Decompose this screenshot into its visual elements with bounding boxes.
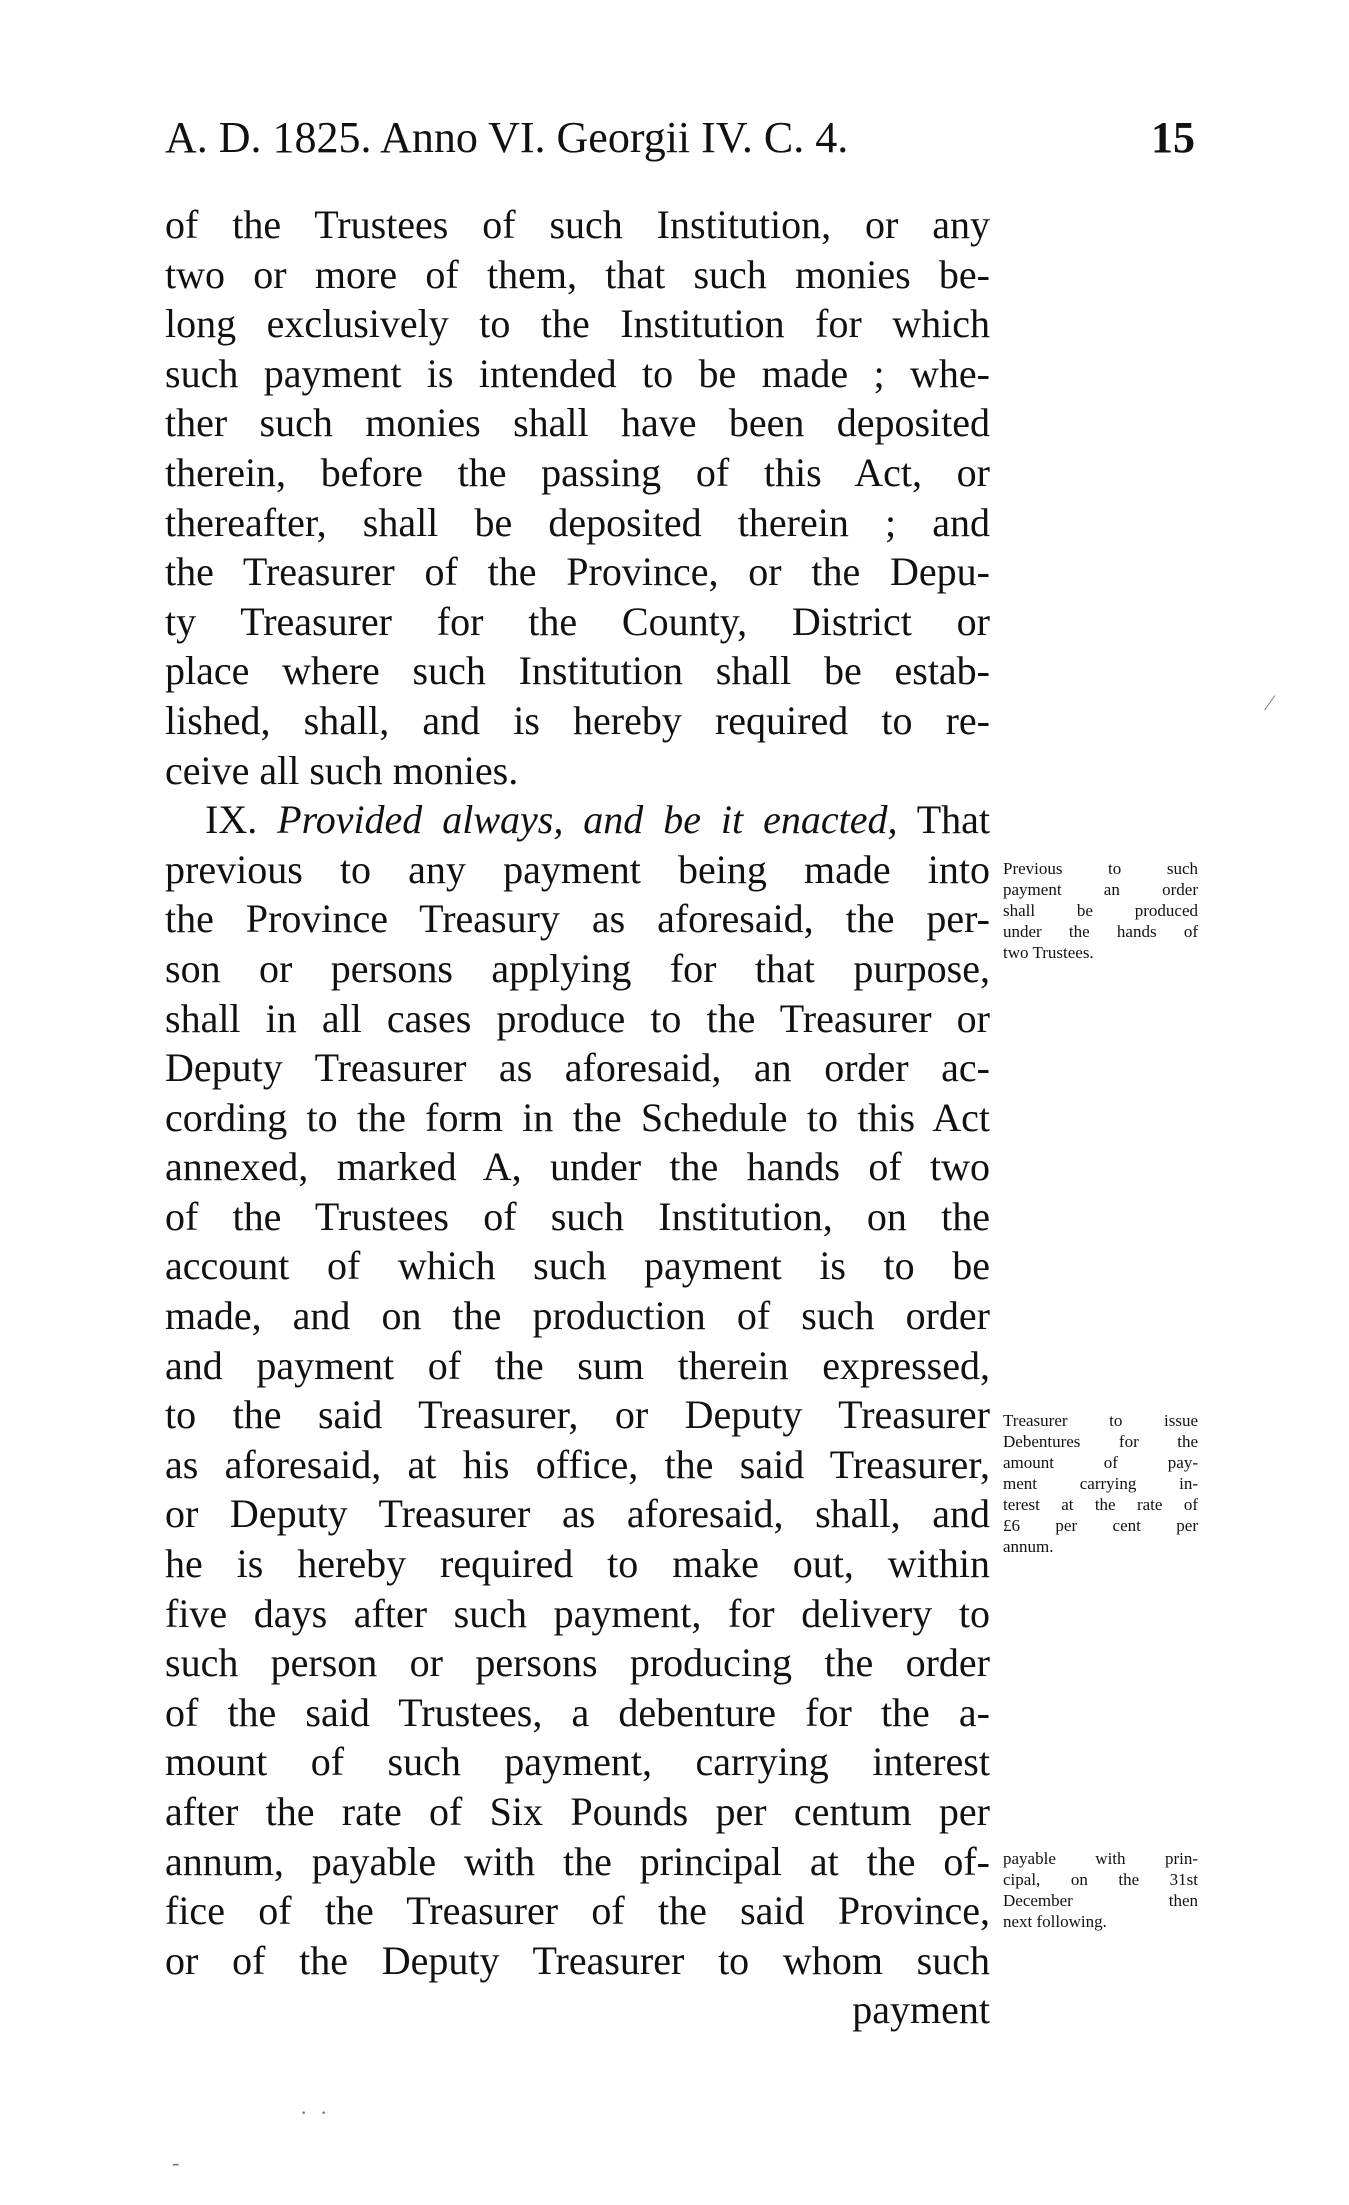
margin-note-line: Previous to such (1003, 859, 1198, 878)
text-line: or Deputy Treasurer as aforesaid, shall, and (165, 1491, 990, 1537)
text-line: therein, before the passing of this Act, or (165, 449, 990, 495)
text-line: as aforesaid, at his office, the said Treasurer, (165, 1441, 990, 1487)
text-line: lished, shall, and is hereby required to re- (165, 697, 990, 743)
text-line: of the Trustees of such Institution, on the (165, 1193, 990, 1239)
text-line: the Treasurer of the Province, or the Depu- (165, 549, 990, 595)
text-line: cording to the form in the Schedule to this Act (165, 1094, 990, 1140)
section-number: IX. (205, 797, 258, 843)
text-line: such payment is intended to be made ; whe- (165, 350, 990, 396)
text-line: he is hereby required to make out, within (165, 1541, 990, 1587)
margin-note-line: under the hands of (1003, 922, 1198, 941)
section-that: That (916, 797, 991, 843)
text-line: fice of the Treasurer of the said Province, (165, 1888, 990, 1934)
scan-speck: · (320, 2100, 328, 2125)
text-line: mount of such payment, carrying interest (165, 1739, 990, 1785)
page-number: 15 (1151, 113, 1195, 162)
text-line: Deputy Treasurer as aforesaid, an order ac- (165, 1045, 990, 1091)
text-line: or of the Deputy Treasurer to whom such (165, 1937, 990, 1983)
margin-note-line: £6 per cent per (1003, 1516, 1198, 1535)
scan-speck: - (172, 2150, 180, 2175)
text-line: five days after such payment, for delivery to (165, 1590, 990, 1636)
margin-note-line: Treasurer to issue (1003, 1411, 1198, 1430)
margin-note-line: two Trustees. (1003, 943, 1094, 962)
text-line: to the said Treasurer, or Deputy Treasurer (165, 1392, 990, 1438)
section-heading-line (165, 795, 990, 845)
text-line: made, and on the production of such order (165, 1293, 990, 1339)
margin-note-line: payment an order (1003, 880, 1198, 899)
margin-note-line: shall be produced (1003, 901, 1198, 920)
text-line: ther such monies shall have been deposited (165, 400, 990, 446)
text-line: such person or persons producing the order (165, 1640, 990, 1686)
margin-note-line: Debentures for the (1003, 1432, 1198, 1451)
text-line: long exclusively to the Institution for which (165, 301, 990, 347)
running-head: A. D. 1825. Anno VI. Georgii IV. C. 4. (165, 113, 849, 162)
text-line: annum, payable with the principal at the of- (165, 1838, 990, 1884)
text-line: account of which such payment is to be (165, 1243, 990, 1289)
text-line: thereafter, shall be deposited therein ; and (165, 499, 990, 545)
text-line: shall in all cases produce to the Treasurer or (165, 995, 990, 1041)
text-line: after the rate of Six Pounds per centum per (165, 1789, 990, 1834)
text-line: previous to any payment being made into (165, 846, 990, 892)
margin-note-line: December then (1003, 1891, 1198, 1910)
text-line: place where such Institution shall be estab- (165, 648, 990, 694)
text-line: ceive all such monies. (165, 747, 519, 793)
catchword: payment (852, 1987, 990, 2033)
margin-note (1003, 858, 1198, 963)
text-line: ty Treasurer for the County, District or (165, 598, 990, 644)
text-line: annexed, marked A, under the hands of two (165, 1144, 990, 1190)
text-line: and payment of the sum therein expressed, (165, 1342, 990, 1388)
margin-note-line: next following. (1003, 1912, 1107, 1931)
margin-note-line: payable with prin- (1003, 1849, 1198, 1868)
scan-speck: ⁄ (1268, 690, 1272, 715)
margin-note (1003, 1410, 1198, 1557)
text-line: two or more of them, that such monies be- (165, 251, 990, 297)
margin-note-line: cipal, on the 31st (1003, 1870, 1198, 1889)
main-text-column (165, 200, 990, 2035)
text-line: son or persons applying for that purpose, (165, 945, 990, 991)
text-line: of the said Trustees, a debenture for the a- (165, 1689, 990, 1735)
text-line: of the Trustees of such Institution, or any (165, 202, 990, 247)
margin-note-line: amount of pay- (1003, 1453, 1198, 1472)
scan-speck: · (300, 2100, 308, 2125)
text-line: the Province Treasury as aforesaid, the per- (165, 896, 990, 942)
section-proviso: Provided always, and be it enacted, (277, 797, 898, 843)
margin-note-line: ment carrying in- (1003, 1474, 1198, 1493)
margin-note (1003, 1848, 1198, 1932)
margin-note-line: annum. (1003, 1537, 1054, 1556)
margin-note-line: terest at the rate of (1003, 1495, 1198, 1514)
page-header (165, 108, 1195, 168)
